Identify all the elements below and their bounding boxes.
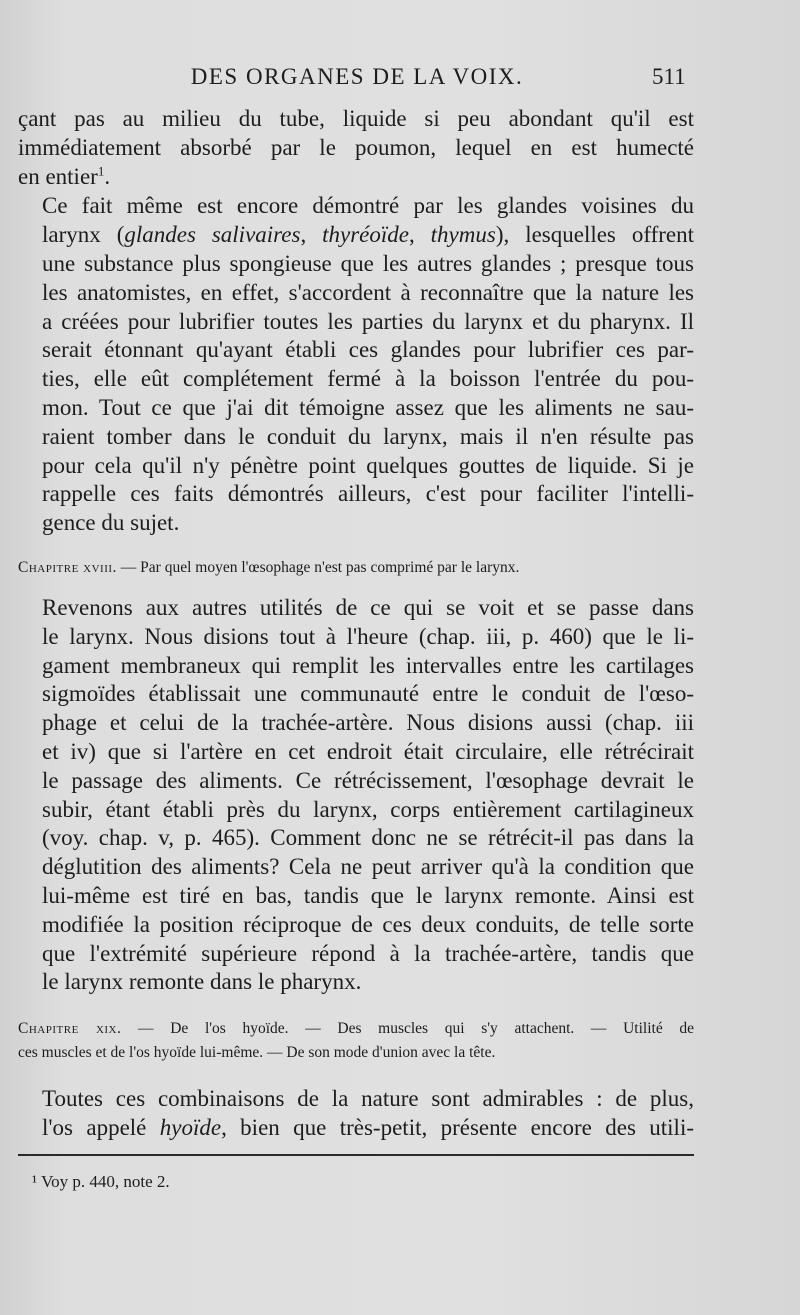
text-fragment: en entier <box>18 163 98 189</box>
running-title: DES ORGANES DE LA VOIX. <box>190 64 524 89</box>
text-line: lui-même est tiré en bas, tandis que le larynx remonte. Ainsi est <box>42 882 694 908</box>
chapter-title: — Par quel moyen l'œsophage n'est pas comprimé par le larynx. <box>120 558 520 576</box>
body-text <box>18 105 694 1143</box>
text-fragment: larynx ( <box>42 222 125 248</box>
text-line: gence du sujet. <box>42 510 180 536</box>
text-line: Toutes ces combinaisons de la nature sont admirables : de plus, <box>42 1086 694 1112</box>
footnote-marker: ¹ <box>32 1172 38 1191</box>
text-line: le passage des aliments. Ce rétrécissement, l'œsophage devrait le <box>42 767 694 793</box>
paragraph <box>18 105 694 191</box>
text-fragment: , <box>300 222 323 248</box>
text-line: une substance plus spongieuse que les autres glandes ; presque tous <box>42 250 694 276</box>
text-line: Revenons aux autres utilités de ce qui se voit et se passe dans <box>42 594 694 620</box>
text-line: sigmoïdes établissait une communauté entre le conduit de l'œso- <box>42 681 694 707</box>
text-line: le larynx. Nous disions tout à l'heure (chap. iii, p. 460) que le li- <box>42 623 694 649</box>
chapter-label: Chapitre xix. <box>18 1020 122 1038</box>
text-line: subir, étant établi près du larynx, corps entièrement cartilagineux <box>42 796 694 822</box>
text-line: le larynx remonte dans le pharynx. <box>42 969 362 995</box>
text-line: et iv) que si l'artère en cet endroit était circulaire, elle rétrécirait <box>42 738 694 764</box>
footnote-reference[interactable]: 1 <box>97 162 105 178</box>
text-line: Ce fait même est encore démontré par les glandes voisines du <box>42 193 694 219</box>
text-line: raient tomber dans le conduit du larynx, mais il n'en résulte pas <box>42 423 694 449</box>
text-line: déglutition des aliments? Cela ne peut arriver qu'à la condition que <box>42 854 694 880</box>
text-line: les anatomistes, en effet, s'accordent à reconnaître que la nature les <box>42 279 694 305</box>
text-fragment: l'os appelé <box>42 1114 160 1140</box>
paragraph <box>18 594 694 997</box>
text-line: immédiatement absorbé par le poumon, lequel en est humecté <box>18 134 694 160</box>
italic-term: thyréoïde <box>322 222 409 248</box>
paragraph <box>18 192 694 538</box>
chapter-label: Chapitre xviii. <box>18 558 117 576</box>
text-line: pour cela qu'il n'y pénètre point quelques gouttes de liquide. Si je <box>42 452 694 478</box>
text-line <box>18 163 694 192</box>
chapter-heading <box>18 556 694 580</box>
text-line: gament membraneux qui remplit les intervalles entre les cartilages <box>42 652 694 678</box>
text-fragment: , <box>408 222 431 248</box>
text-line: ties, elle eût complétement fermé à la boisson l'entrée du pou- <box>42 366 694 392</box>
text-line: serait étonnant qu'ayant établi ces glandes pour lubrifier ces par- <box>42 337 694 363</box>
italic-term: thymus <box>430 222 496 248</box>
text-line <box>18 1114 694 1143</box>
page-number: 511 <box>652 64 686 89</box>
text-line <box>18 221 694 250</box>
chapter-heading-line: ces muscles et de l'os hyoïde lui-même. — De son mode d'union avec la tête. <box>18 1044 496 1062</box>
text-line: rappelle ces faits démontrés ailleurs, c'est pour faciliter l'intelli- <box>42 481 694 507</box>
text-line: a créées pour lubrifier toutes les parties du larynx et du pharynx. Il <box>42 308 694 334</box>
chapter-heading-line <box>18 1017 694 1041</box>
italic-term: hyoïde <box>159 1114 222 1140</box>
footnote-text: Voy p. 440, note 2. <box>41 1172 170 1191</box>
text-line: que l'extrémité supérieure répond à la trachée-artère, tandis que <box>42 940 694 966</box>
italic-term: glandes salivaires <box>124 222 301 248</box>
text-line: mon. Tout ce que j'ai dit témoigne assez que les aliments ne sau- <box>42 394 694 420</box>
chapter-title: — De l'os hyoïde. — Des muscles qui s'y attachent. — Utilité de <box>138 1020 694 1038</box>
paragraph <box>18 1085 694 1143</box>
text-line: modifiée la position réciproque de ces deux conduits, de telle sorte <box>42 911 694 937</box>
text-line: phage et celui de la trachée-artère. Nous disions aussi (chap. iii <box>42 710 694 736</box>
footnote-rule <box>18 1154 694 1156</box>
text-line: (voy. chap. v, p. 465). Comment donc ne se rétrécit-il pas dans la <box>42 825 694 851</box>
text-fragment: , bien que très-petit, présente encore des utili- <box>221 1114 694 1140</box>
footnote <box>32 1172 170 1192</box>
text-fragment: . <box>104 163 111 189</box>
text-fragment: ), lesquelles offrent <box>495 222 694 248</box>
chapter-heading <box>18 1017 694 1065</box>
text-line: çant pas au milieu du tube, liquide si peu abondant qu'il est <box>18 106 694 131</box>
